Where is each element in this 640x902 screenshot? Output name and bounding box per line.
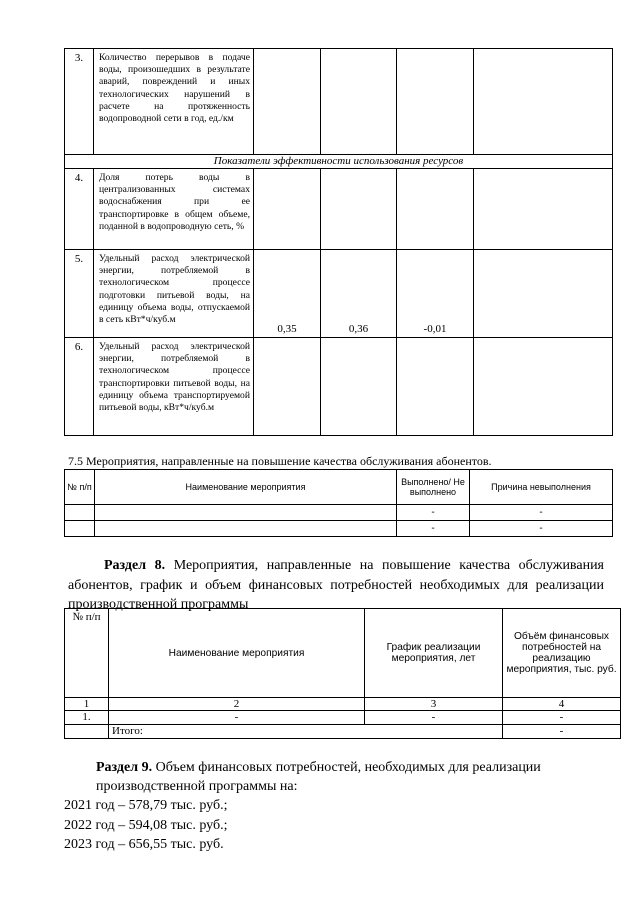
header-reason: Причина невыполнения xyxy=(470,470,613,505)
activity-name xyxy=(95,521,397,537)
indicator-name: Количество перерывов в подаче воды, произошедших в результате аварий, повреждений и иных технологических нарушений в расчете на протяженность водопроводной сети в год, ед./км xyxy=(94,49,254,155)
index-cell: 1 xyxy=(65,698,109,711)
reason: - xyxy=(470,505,613,521)
activity-name: - xyxy=(109,711,365,725)
section-8-label: Раздел 8. xyxy=(104,558,166,573)
year-line-2022: 2022 год – 594,08 тыс. руб.; xyxy=(64,817,228,833)
indicator-name: Удельный расход электрической энергии, потребляемой в технологическом процессе подготовки питьевой воды, на единицу объема воды, отпускаемой в сеть кВт*ч/куб.м xyxy=(94,250,254,338)
row-number: 1. xyxy=(65,711,109,725)
value-cell xyxy=(474,338,613,436)
header-done: Выполнено/ Не выполнено xyxy=(397,470,470,505)
year-line-2021: 2021 год – 578,79 тыс. руб.; xyxy=(64,798,228,814)
value-cell xyxy=(254,49,321,155)
index-cell: 2 xyxy=(109,698,365,711)
indicator-name: Удельный расход электрической энергии, потребляемой в технологическом процессе транспортировки питьевой воды, на единицу объема транспортируемой питьевой воды, кВт*ч/куб.м xyxy=(94,338,254,436)
section-8-text xyxy=(68,556,604,615)
year-line-2023: 2023 год – 656,55 тыс. руб. xyxy=(64,836,224,852)
value-cell xyxy=(474,250,613,338)
table-row xyxy=(65,521,613,537)
table-row xyxy=(65,169,613,250)
section-8-body: Мероприятия, направленные на повышение качества обслуживания абонентов, график и объем финансовых потребностей необходимых для реализации производственной программы xyxy=(68,558,604,612)
value-cell: -0,01 xyxy=(397,250,474,338)
table-row xyxy=(65,338,613,436)
section-9-paragraph xyxy=(64,758,604,796)
table-header-row xyxy=(65,609,621,698)
section-title: Показатели эффективности использования ресурсов xyxy=(65,155,613,169)
value-cell xyxy=(474,49,613,155)
row-number: 6. xyxy=(65,338,94,436)
service-quality-table xyxy=(64,469,613,537)
value-cell xyxy=(254,338,321,436)
activity-name xyxy=(95,505,397,521)
table-row xyxy=(65,505,613,521)
schedule-cell: - xyxy=(365,711,503,725)
table-header-row xyxy=(65,470,613,505)
indicators-table xyxy=(64,48,613,436)
total-label: Итого: xyxy=(109,725,503,739)
reason: - xyxy=(470,521,613,537)
section-9-text: Объем финансовых потребностей, необходимых для реализации производственной программы на: xyxy=(96,760,541,795)
table-row xyxy=(65,49,613,155)
row-number: 4. xyxy=(65,169,94,250)
table-index-row xyxy=(65,698,621,711)
done-status: - xyxy=(397,521,470,537)
row-number xyxy=(65,521,95,537)
value-cell xyxy=(321,49,397,155)
value-cell xyxy=(254,169,321,250)
header-name: Наименование мероприятия xyxy=(109,609,365,698)
section-9-label: Раздел 9. xyxy=(96,760,153,775)
index-cell: 4 xyxy=(503,698,621,711)
row-number xyxy=(65,505,95,521)
table-row xyxy=(65,250,613,338)
done-status: - xyxy=(397,505,470,521)
section-9 xyxy=(64,758,604,854)
value-cell xyxy=(321,169,397,250)
header-finance: Объём финансовых потребностей на реализацию мероприятия, тыс. руб. xyxy=(503,609,621,698)
finance-table xyxy=(64,608,621,739)
header-name: Наименование мероприятия xyxy=(95,470,397,505)
table-total-row xyxy=(65,725,621,739)
value-cell: 0,35 xyxy=(254,250,321,338)
header-num: № п/п xyxy=(65,470,95,505)
index-cell: 3 xyxy=(365,698,503,711)
indicator-name: Доля потерь воды в централизованных системах водоснабжения при ее транспортировке в общем объеме, поданной в водопроводную сеть, % xyxy=(94,169,254,250)
section-75-heading: 7.5 Мероприятия, направленные на повышение качества обслуживания абонентов. xyxy=(68,454,492,468)
value-cell: 0,36 xyxy=(321,250,397,338)
value-cell xyxy=(474,169,613,250)
total-empty xyxy=(65,725,109,739)
total-finance: - xyxy=(503,725,621,739)
row-number: 3. xyxy=(65,49,94,155)
value-cell xyxy=(321,338,397,436)
header-num: № п/п xyxy=(65,609,109,698)
table-row xyxy=(65,711,621,725)
value-cell xyxy=(397,169,474,250)
table-section-row xyxy=(65,155,613,169)
header-schedule: График реализации мероприятия, лет xyxy=(365,609,503,698)
finance-cell: - xyxy=(503,711,621,725)
value-cell xyxy=(397,49,474,155)
row-number: 5. xyxy=(65,250,94,338)
value-cell xyxy=(397,338,474,436)
